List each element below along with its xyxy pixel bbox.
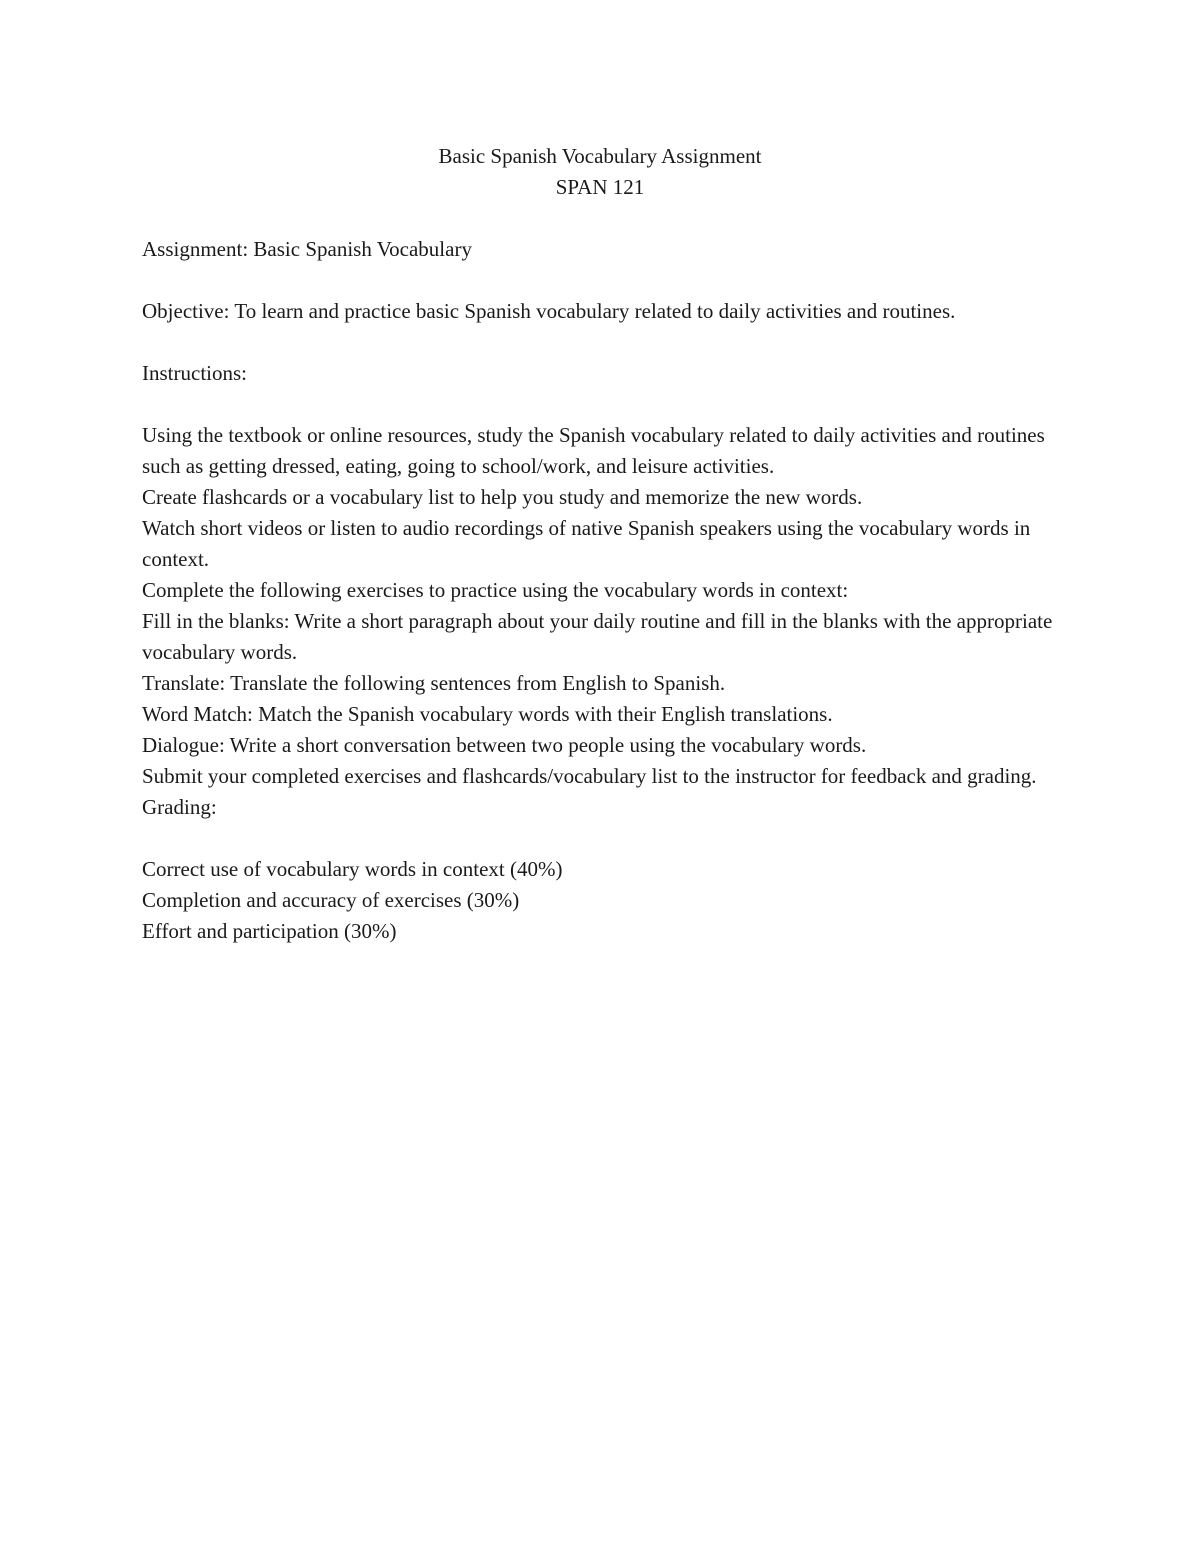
instructions-heading: Instructions: — [142, 361, 247, 385]
instruction-item: Watch short videos or listen to audio recordings of native Spanish speakers using the vocabulary words in context. — [142, 516, 1031, 571]
instruction-item: Using the textbook or online resources, study the Spanish vocabulary related to daily activities and routines such as getting dressed, eating, going to school/work, and leisure activities. — [142, 423, 1045, 478]
document-title: Basic Spanish Vocabulary Assignment — [438, 144, 762, 168]
title-block — [0, 141, 1200, 203]
grading-list — [142, 854, 1060, 947]
instruction-item: Fill in the blanks: Write a short paragraph about your daily routine and fill in the blanks with the appropriate vocabulary words. — [142, 609, 1053, 664]
instruction-item: Dialogue: Write a short conversation between two people using the vocabulary words. — [142, 733, 867, 757]
grading-item: Completion and accuracy of exercises (30%) — [142, 888, 520, 912]
objective-line: Objective: To learn and practice basic Spanish vocabulary related to daily activities and routines. — [142, 299, 956, 323]
course-code: SPAN 121 — [555, 175, 645, 199]
grading-item: Effort and participation (30%) — [142, 919, 397, 943]
grading-heading: Grading: — [142, 795, 217, 819]
document-body — [142, 141, 1060, 947]
instruction-item: Translate: Translate the following sentences from English to Spanish. — [142, 671, 726, 695]
grading-item: Correct use of vocabulary words in context (40%) — [142, 857, 563, 881]
instruction-item: Word Match: Match the Spanish vocabulary words with their English translations. — [142, 702, 833, 726]
instruction-item: Complete the following exercises to practice using the vocabulary words in context: — [142, 578, 849, 602]
assignment-line: Assignment: Basic Spanish Vocabulary — [142, 237, 472, 261]
instruction-item: Create flashcards or a vocabulary list to help you study and memorize the new words. — [142, 485, 863, 509]
instruction-item: Submit your completed exercises and flashcards/vocabulary list to the instructor for feedback and grading. — [142, 764, 1037, 788]
instructions-list — [142, 420, 1060, 792]
